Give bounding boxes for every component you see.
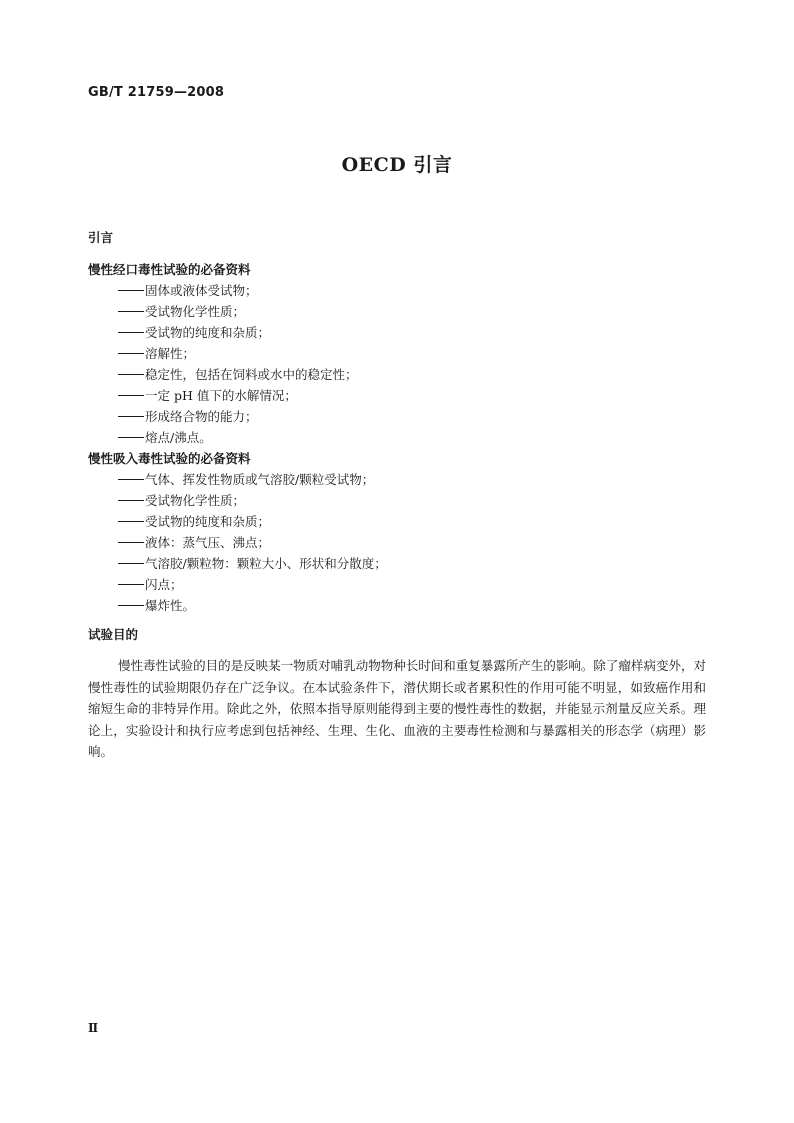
list-item bbox=[88, 385, 718, 406]
list-item-text: 气溶胶/颗粒物：颗粒大小、形状和分散度； bbox=[145, 556, 387, 571]
list-item-text: 一定 pH 值下的水解情况； bbox=[145, 388, 297, 403]
dash-mark bbox=[118, 584, 144, 585]
purpose-heading: 试验目的 bbox=[88, 627, 139, 642]
purpose-paragraph: 慢性毒性试验的目的是反映某一物质对哺乳动物物种长时间和重复暴露所产生的影响。除了瘤样病变外，对慢性毒性的试验期限仍存在广泛争议。在本试验条件下，潜伏期长或者累积性的作用可能不明显，如致癌作用和缩短生命的非特异作用。除此之外，依照本指导原则能得到主要的慢性毒性的数据，并能显示剂量反应关系。理论上，实验设计和执行应考虑到包括神经、生理、生化、血液的主要毒性检测和与暴露相关的形态学（病理）影响。 bbox=[88, 658, 706, 759]
dash-mark bbox=[118, 437, 144, 438]
list-item-text: 熔点/沸点。 bbox=[145, 430, 212, 445]
list-item bbox=[88, 427, 718, 448]
dash-mark bbox=[118, 290, 144, 291]
list-item-text: 受试物化学性质； bbox=[145, 493, 246, 508]
list-item bbox=[88, 553, 718, 574]
oral-requirements-title: 慢性经口毒性试验的必备资料 bbox=[88, 262, 251, 277]
list-item bbox=[88, 532, 718, 553]
list-item-text: 受试物的纯度和杂质； bbox=[145, 514, 271, 529]
list-item-text: 气体、挥发性物质或气溶胶/颗粒受试物； bbox=[145, 472, 375, 487]
dash-mark bbox=[118, 542, 144, 543]
list-item-text: 爆炸性。 bbox=[145, 598, 196, 613]
list-item-text: 受试物的纯度和杂质； bbox=[145, 325, 271, 340]
list-item-text: 受试物化学性质； bbox=[145, 304, 246, 319]
list-item bbox=[88, 574, 718, 595]
list-item bbox=[88, 280, 718, 301]
page-number: Ⅱ bbox=[88, 1021, 99, 1035]
list-item-text: 液体：蒸气压、沸点； bbox=[145, 535, 271, 550]
list-item-text: 溶解性； bbox=[145, 346, 196, 361]
list-item-text: 稳定性，包括在饲料或水中的稳定性； bbox=[145, 367, 358, 382]
oral-requirements-section bbox=[88, 259, 718, 448]
inhalation-requirements-section bbox=[88, 448, 718, 616]
dash-mark bbox=[118, 563, 144, 564]
dash-mark bbox=[118, 332, 144, 333]
list-item bbox=[88, 301, 718, 322]
intro-heading: 引言 bbox=[88, 230, 114, 245]
list-item bbox=[88, 406, 718, 427]
dash-mark bbox=[118, 521, 144, 522]
document-title: OECD 引言 bbox=[341, 154, 453, 176]
standard-code: GB/T 21759—2008 bbox=[88, 85, 225, 100]
list-item bbox=[88, 322, 718, 343]
dash-mark bbox=[118, 353, 144, 354]
list-item bbox=[88, 511, 718, 532]
dash-mark bbox=[118, 605, 144, 606]
list-item bbox=[88, 490, 718, 511]
dash-mark bbox=[118, 374, 144, 375]
list-item-text: 形成络合物的能力； bbox=[145, 409, 258, 424]
dash-mark bbox=[118, 311, 144, 312]
list-item bbox=[88, 364, 718, 385]
dash-mark bbox=[118, 479, 144, 480]
dash-mark bbox=[118, 500, 144, 501]
list-item-text: 闪点； bbox=[145, 577, 183, 592]
list-item bbox=[88, 469, 718, 490]
list-item-text: 固体或液体受试物； bbox=[145, 283, 258, 298]
dash-mark bbox=[118, 395, 144, 396]
inhalation-requirements-title: 慢性吸入毒性试验的必备资料 bbox=[88, 451, 251, 466]
list-item bbox=[88, 595, 718, 616]
dash-mark bbox=[118, 416, 144, 417]
list-item bbox=[88, 343, 718, 364]
